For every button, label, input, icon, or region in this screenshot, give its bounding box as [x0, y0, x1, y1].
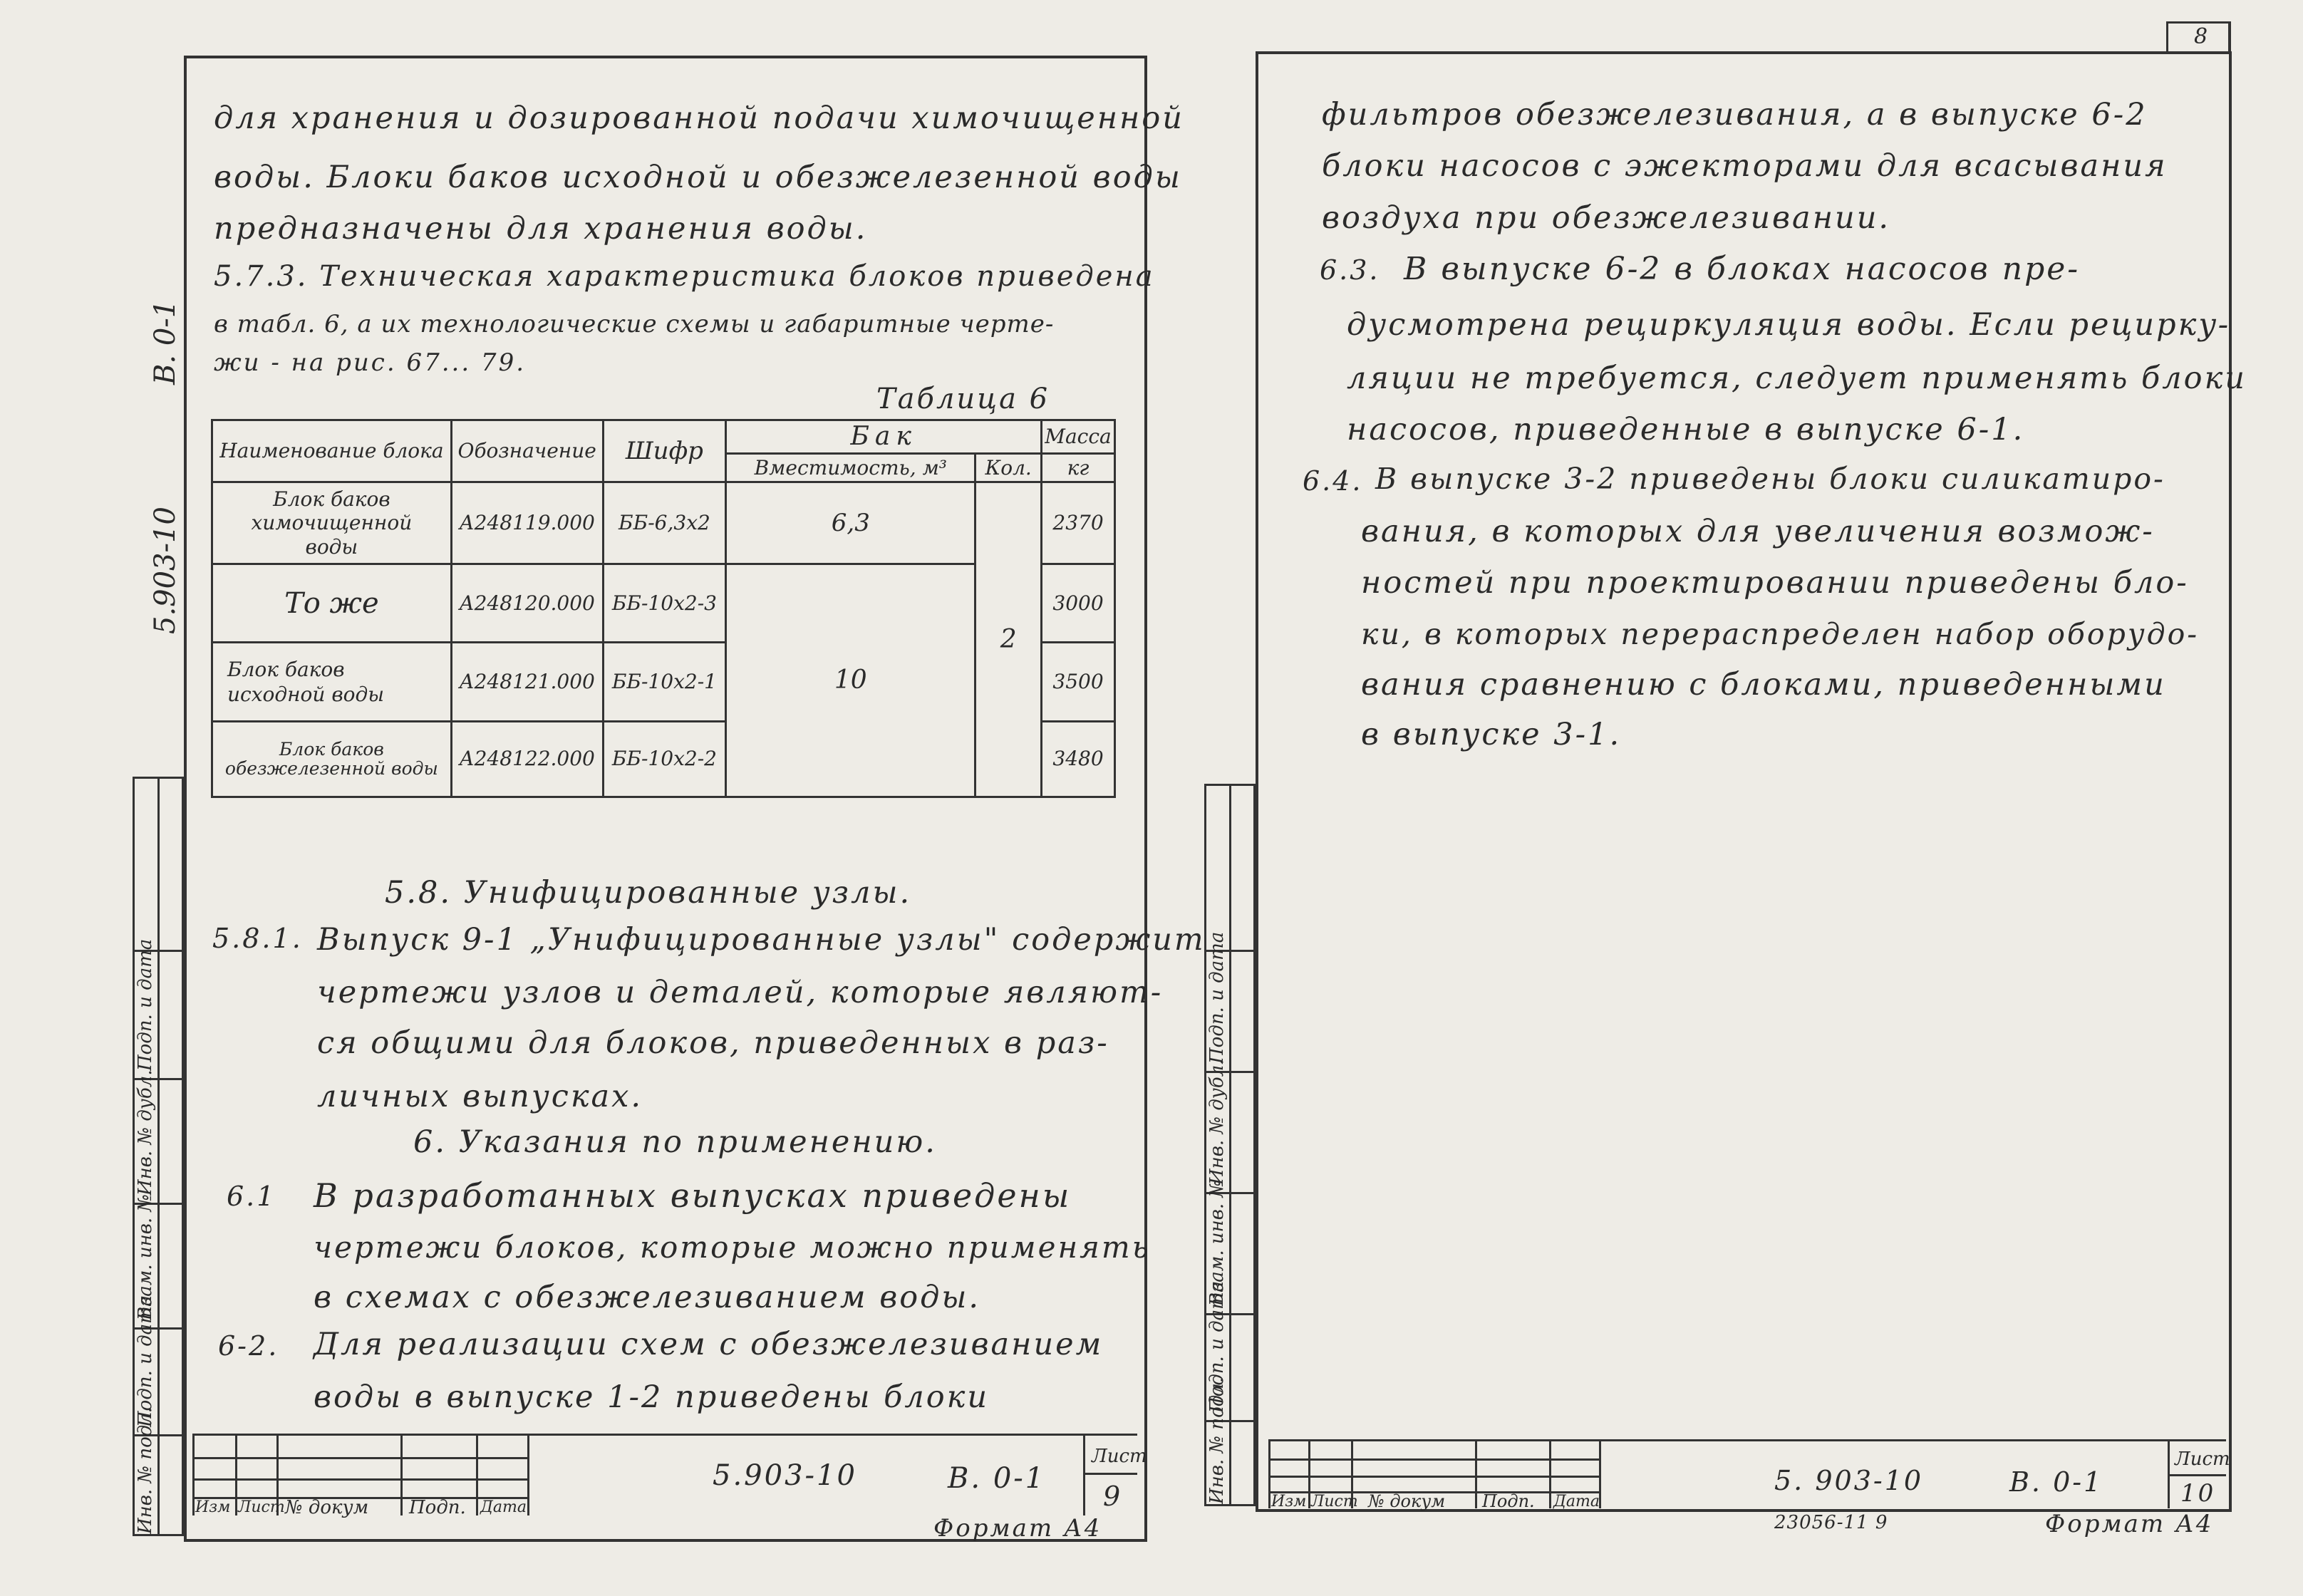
side-stamp-cell: Инв. № подл.	[135, 1406, 156, 1534]
right-text-line: насосов, приведенные в выпуске 6-1.	[1347, 412, 2025, 447]
side-stamp-cell: Инв. № подл.	[1206, 1377, 1228, 1504]
order-number: 23056-11 9	[1774, 1512, 1888, 1533]
title-block-col: Дата	[480, 1498, 527, 1516]
left-text-line: в табл. 6, а их технологические схемы и габаритные черте-	[214, 310, 1055, 338]
table-cell-mass: 3500	[1042, 643, 1115, 721]
table-caption: Таблица 6	[876, 383, 1050, 415]
corner-sheet-box	[2166, 21, 2231, 53]
left-text-line: чертежи блоков, которые можно применять	[314, 1230, 1151, 1265]
left-text-line: Для реализации схем с обезжелезиванием	[314, 1327, 1104, 1362]
table-cell-mass: 2370	[1042, 482, 1115, 564]
right-text-line: блоки насосов с эжекторами для всасывания	[1322, 148, 2168, 184]
section-heading: 5.8. Унифицированные узлы.	[385, 875, 912, 911]
left-text-line: чертежи узлов и деталей, которые являют-	[317, 975, 1164, 1010]
left-text-line: жи - на рис. 67... 79.	[214, 348, 527, 377]
table-cell-designation: А248119.000	[451, 482, 603, 564]
table-cell-designation: А248122.000	[451, 721, 603, 797]
item-number: 6.4.	[1303, 465, 1363, 497]
left-text-line: в схемах с обезжелезиванием воды.	[314, 1280, 981, 1315]
title-block-col: Лист	[1311, 1493, 1358, 1510]
title-block-sheet-label: Лист	[2175, 1449, 2230, 1470]
header-capacity: Вместимость, м³	[726, 454, 975, 482]
margin-code-a: В. 0-1	[149, 299, 182, 385]
item-number: 5.8.1.	[212, 923, 303, 954]
right-text-line: вания сравнению с блоками, приведенными	[1361, 667, 2166, 703]
side-stamp-cell: Взам. инв. №	[1206, 1179, 1228, 1306]
side-stamp-cell: Подп. и дата	[135, 1295, 156, 1427]
header-designation: Обозначение	[451, 420, 603, 482]
item-number: 6.3.	[1320, 254, 1380, 286]
left-side-stamp	[133, 777, 184, 1536]
item-number: 6-2.	[218, 1330, 279, 1362]
left-title-block	[192, 1434, 1147, 1518]
right-text-line: В выпуске 3-2 приведены блоки силикатиро-	[1375, 462, 2165, 496]
margin-code-b: 5.903-10	[149, 507, 182, 634]
left-format-label: Формат А4	[933, 1514, 1102, 1543]
header-mass: Масса	[1042, 420, 1115, 454]
title-block-col: Изм	[1271, 1493, 1307, 1510]
table-cell-count: 2	[975, 482, 1042, 797]
right-text-line: ностей при проектировании приведены бло-	[1361, 565, 2189, 601]
left-text-line: воды в выпуске 1-2 приведены блоки	[314, 1379, 990, 1415]
item-number: 6.1	[227, 1181, 276, 1212]
right-text-line: вания, в которых для увеличения возмож-	[1361, 514, 2155, 549]
right-title-block	[1268, 1439, 2230, 1511]
table-cell-code: ББ-10х2-2	[603, 721, 726, 797]
table-cell-designation: А248121.000	[451, 643, 603, 721]
left-text-line: воды. Блоки баков исходной и обезжелезенной воды	[214, 160, 1182, 195]
right-text-line: фильтров обезжелезивания, а в выпуске 6-2	[1322, 97, 2148, 133]
left-text-line: предназначены для хранения воды.	[214, 211, 868, 247]
side-stamp-cell: Инв. № дубл.	[135, 1069, 156, 1196]
right-text-line: воздуха при обезжелезивании.	[1322, 200, 1891, 236]
side-stamp-cell: Подп. и дата	[135, 938, 156, 1071]
title-block-sheet-number: 9	[1103, 1481, 1123, 1512]
table-cell-mass: 3000	[1042, 564, 1115, 643]
spec-table	[211, 419, 1116, 798]
header-name: Наименование блока	[212, 420, 452, 482]
right-format-label: Формат А4	[2045, 1510, 2214, 1538]
title-block-code: В. 0-1	[2009, 1466, 2103, 1498]
header-mass-unit: кг	[1042, 454, 1115, 482]
title-block-doc-number: 5.903-10	[713, 1459, 857, 1492]
table-cell-code: ББ-10х2-3	[603, 564, 726, 643]
title-block-col: Подп.	[1482, 1491, 1535, 1511]
title-block-col: Изм	[195, 1498, 231, 1516]
side-stamp-cell: Взам. инв. №	[135, 1193, 156, 1320]
table-cell-designation: А248120.000	[451, 564, 603, 643]
corner-sheet-number: 8	[2194, 24, 2210, 49]
title-block-code: В. 0-1	[948, 1462, 1046, 1495]
left-text-line: личных выпусках.	[317, 1079, 643, 1114]
header-count: Кол.	[975, 454, 1042, 482]
right-text-line: В выпуске 6-2 в блоках насосов пре-	[1404, 251, 2081, 287]
right-text-line: дусмотрена рециркуляция воды. Если рециркy-	[1347, 307, 2231, 343]
table-cell-name: Блок баков исходной воды	[212, 643, 452, 721]
left-text-line: для хранения и дозированной подачи химочищенной	[214, 100, 1184, 136]
table-cell-code: ББ-6,3х2	[603, 482, 726, 564]
title-block-sheet-label: Лист	[1092, 1446, 1147, 1467]
table-cell-name: То же	[212, 564, 452, 643]
title-block-doc-number: 5. 903-10	[1774, 1465, 1924, 1496]
right-text-line: ляции не требуется, следует применять блоки	[1347, 361, 2247, 396]
side-stamp-cell: Подп. и дата	[1206, 1280, 1228, 1413]
left-text-line: В разработанных выпусках приведены	[314, 1176, 1072, 1215]
title-block-col: № докум	[285, 1497, 369, 1518]
side-stamp-cell: Подп. и дата	[1206, 931, 1228, 1064]
title-block-col: Лист	[238, 1498, 285, 1516]
title-block-col: Дата	[1553, 1493, 1600, 1510]
right-text-line: ки, в которых перераспределен набор оборудо-	[1361, 617, 2200, 651]
table-cell-name: Блок баков обезжелезенной воды	[212, 721, 452, 797]
title-block-col: № докум	[1368, 1491, 1446, 1511]
header-code: Шифр	[603, 420, 726, 482]
right-text-line: в выпуске 3-1.	[1361, 717, 1622, 752]
title-block-col: Подп.	[409, 1497, 466, 1518]
section-heading: 6. Указания по применению.	[413, 1124, 937, 1160]
right-side-stamp	[1204, 784, 1256, 1506]
header-tank-group: Бак	[726, 420, 1042, 454]
table-cell-capacity: 10	[726, 564, 975, 797]
title-block-sheet-number: 10	[2180, 1479, 2216, 1508]
table-cell-name: Блок баков химочищенной воды	[212, 482, 452, 564]
table-cell-code: ББ-10х2-1	[603, 643, 726, 721]
left-text-line: 5.7.3. Техническая характеристика блоков приведена	[214, 260, 1155, 293]
side-stamp-cell: Инв. № дубл.	[1206, 1059, 1228, 1185]
table-cell-mass: 3480	[1042, 721, 1115, 797]
table-cell-capacity: 6,3	[726, 482, 975, 564]
left-text-line: Выпуск 9-1 „Унифицированные узлы" содержит	[317, 922, 1206, 958]
left-text-line: ся общими для блоков, приведенных в раз-	[317, 1025, 1109, 1061]
